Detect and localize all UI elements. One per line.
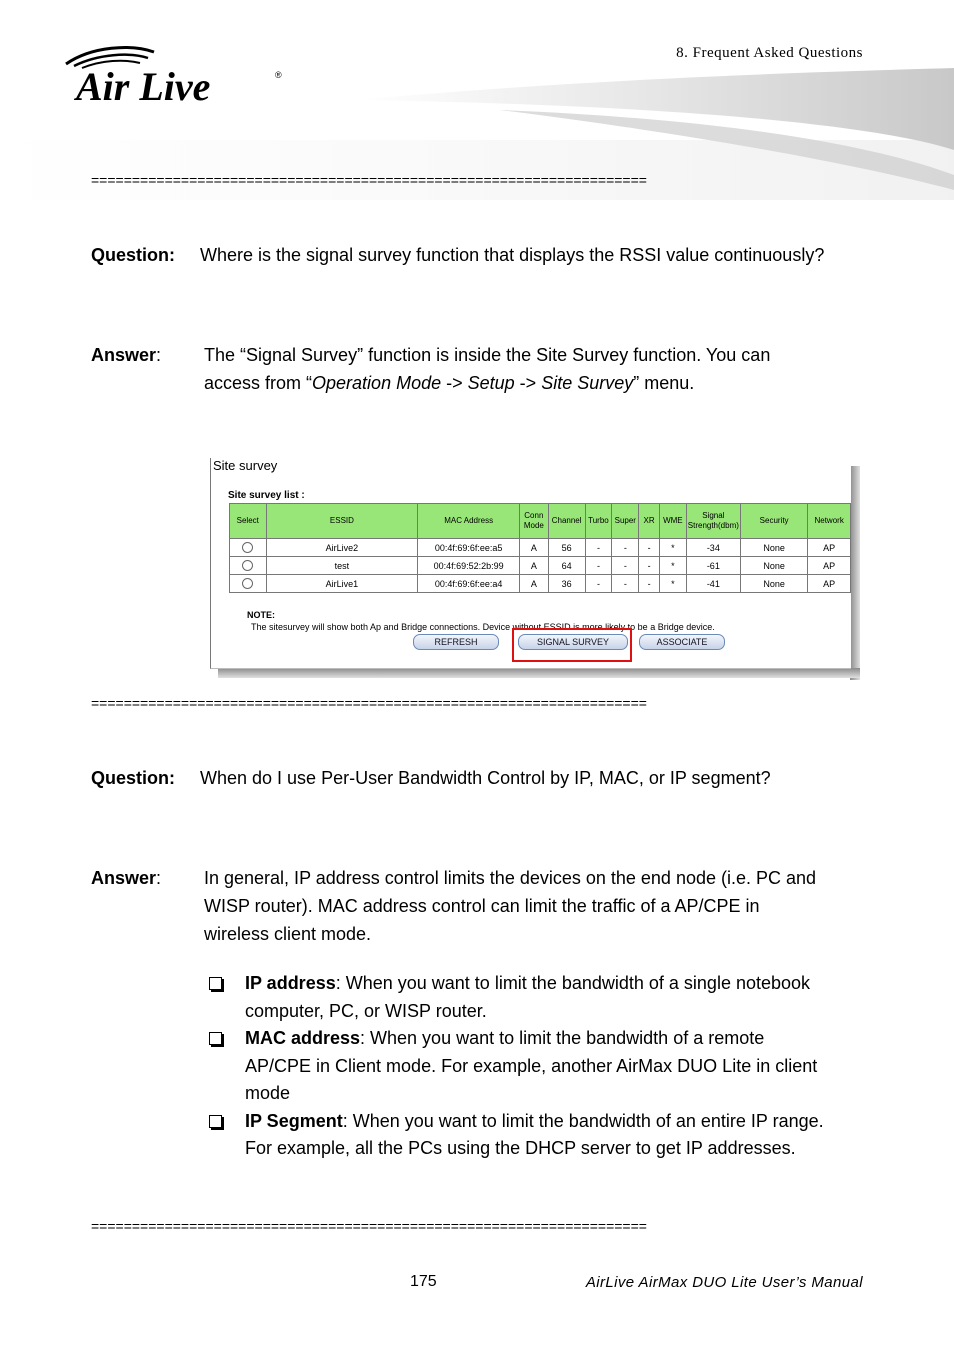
checkbox-icon (209, 977, 222, 990)
answer-line: In general, IP address control limits the devices on the end node (i.e. PC and (204, 868, 817, 888)
answer-line: access from “Operation Mode -> Setup -> Site Survey” menu. (204, 373, 695, 393)
answer-label-row (91, 864, 161, 892)
site-survey-title: Site survey (213, 458, 278, 473)
question-text: When do I use Per-User Bandwidth Control by IP, MAC, or IP segment? (200, 768, 771, 788)
refresh-button[interactable]: REFRESH (413, 634, 499, 650)
col-header: Super (612, 504, 639, 539)
note-label: NOTE: (247, 610, 275, 620)
separator-line: ==================================================================== (91, 172, 647, 188)
airlive-logo (62, 42, 292, 108)
highlight-box (512, 628, 632, 662)
logo-text: Air Live (76, 64, 211, 108)
select-radio[interactable] (242, 578, 253, 589)
col-header: Signal Strength(dbm) (686, 504, 740, 539)
answer-label-row (91, 341, 161, 369)
list-item: IP address: When you want to limit the bandwidth of a single notebook computer, PC, or WISP router. (205, 970, 870, 1025)
associate-button[interactable]: ASSOCIATE (639, 634, 725, 650)
note-text: The sitesurvey will show both Ap and Bridge connections. Device without ESSID is more likely to be a Bridge device. (251, 622, 715, 632)
answer-label: Answer (91, 868, 157, 888)
manual-title: AirLive AirMax DUO Lite User’s Manual (585, 1274, 863, 1291)
answer-colon: : (156, 345, 162, 365)
separator-line: ==================================================================== (91, 1218, 647, 1234)
select-radio[interactable] (242, 542, 253, 553)
col-header: ESSID (266, 504, 418, 539)
answer-line: WISP router). MAC address control can limit the traffic of a AP/CPE in (204, 896, 760, 916)
separator-line: ==================================================================== (91, 695, 647, 711)
answer-label: Answer (91, 345, 157, 365)
table-row: AirLive2 00:4f:69:6f:ee:a5 A 56 - - - * -34 None AP (230, 539, 851, 557)
answer-text (204, 341, 864, 397)
site-survey-list-label: Site survey list : (228, 490, 305, 501)
answer-line: The “Signal Survey” function is inside the Site Survey function. You can (204, 345, 771, 365)
bullet-list (205, 970, 870, 1163)
checkbox-icon (209, 1115, 222, 1128)
col-header: WME (659, 504, 686, 539)
col-header: Security (740, 504, 807, 539)
list-item: IP Segment: When you want to limit the bandwidth of an entire IP range. For example, all the PCs using the DHCP server to get IP addresses. (205, 1108, 870, 1163)
answer-text (204, 864, 869, 948)
table-row: test 00:4f:69:52:2b:99 A 64 - - - * -61 None AP (230, 557, 851, 575)
col-header: MAC Address (418, 504, 520, 539)
svg-text:®: ® (275, 70, 282, 80)
question-label: Question: (91, 245, 175, 265)
col-header: Channel (548, 504, 585, 539)
question-text: Where is the signal survey function that displays the RSSI value continuously? (200, 245, 825, 265)
table-row: AirLive1 00:4f:69:6f:ee:a4 A 36 - - - * -41 None AP (230, 575, 851, 593)
col-header: Turbo (585, 504, 612, 539)
col-header: XR (639, 504, 660, 539)
page-number: 175 (410, 1273, 437, 1290)
question-label: Question: (91, 768, 175, 788)
checkbox-icon (209, 1032, 222, 1045)
signal-survey-button[interactable]: SIGNAL SURVEY (518, 634, 628, 650)
site-survey-table (229, 503, 851, 593)
chapter-heading: 8. Frequent Asked Questions (676, 45, 863, 61)
list-item: MAC address: When you want to limit the bandwidth of a remote AP/CPE in Client mode. For example, another AirMax DUO Lite in client mode (205, 1025, 870, 1108)
col-header: Select (230, 504, 267, 539)
answer-line: wireless client mode. (204, 924, 372, 944)
col-header: Conn Mode (519, 504, 548, 539)
select-radio[interactable] (242, 560, 253, 571)
answer-colon: : (156, 868, 162, 888)
site-survey-screenshot (210, 458, 860, 680)
col-header: Network (808, 504, 851, 539)
